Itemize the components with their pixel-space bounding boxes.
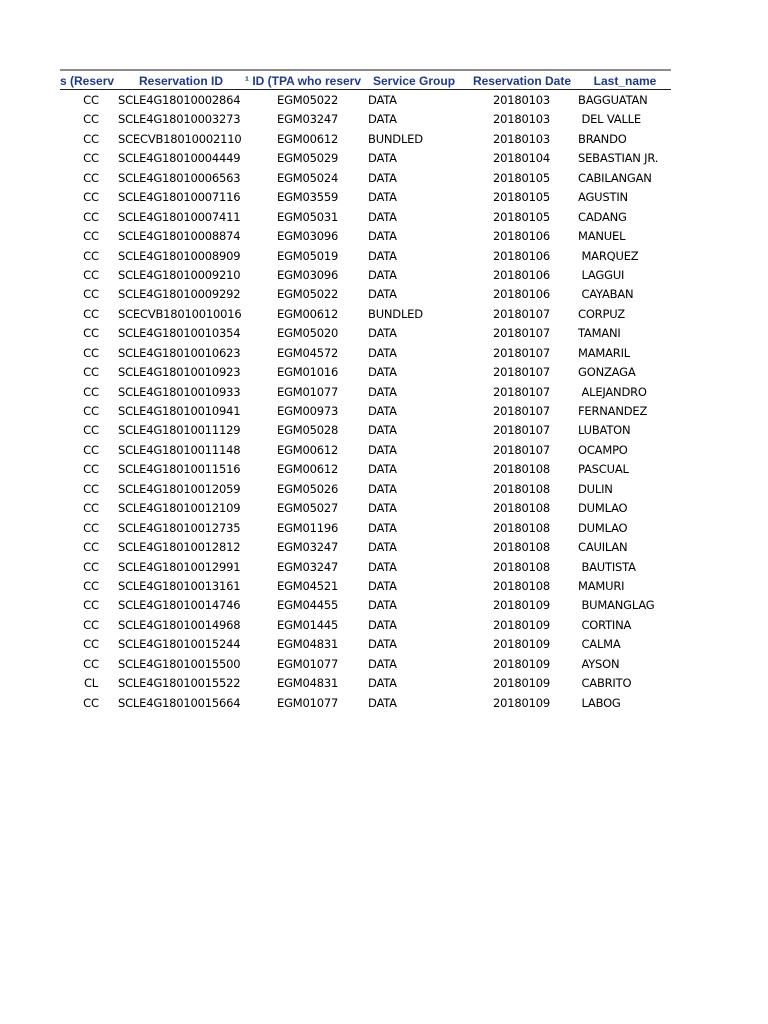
status-cell[interactable]: CC — [83, 131, 99, 146]
service-group-cell[interactable]: DATA — [368, 540, 397, 555]
last-name-cell[interactable]: DULIN — [578, 481, 613, 496]
reservation-id-cell[interactable]: SCLE4G18010015244 — [118, 637, 241, 652]
service-group-cell[interactable]: DATA — [368, 695, 397, 710]
service-group-cell[interactable]: DATA — [368, 112, 397, 127]
reservation-date-cell[interactable]: 20180104 — [493, 151, 550, 166]
column-header-reservation-id[interactable]: Reservation ID — [138, 74, 224, 88]
service-group-cell[interactable]: DATA — [368, 404, 397, 418]
service-group-cell[interactable]: DATA — [368, 637, 397, 652]
status-cell[interactable]: CC — [83, 170, 99, 185]
reservation-id-cell[interactable]: SCLE4G18010011148 — [118, 442, 241, 457]
tpa-id-cell[interactable]: EGM00612 — [277, 442, 339, 457]
header-bottom-border — [60, 89, 671, 90]
reservation-id-cell[interactable]: SCLE4G18010015522 — [118, 676, 241, 691]
tpa-id-cell[interactable]: EGM03096 — [277, 267, 339, 282]
last-name-cell[interactable]: CABILANGAN — [578, 170, 652, 185]
status-cell[interactable]: CC — [83, 423, 99, 438]
reservation-id-cell[interactable]: SCLE4G18010008874 — [118, 229, 241, 244]
reservation-date-cell[interactable]: 20180109 — [493, 617, 550, 632]
tpa-id-cell[interactable]: EGM01445 — [277, 617, 339, 632]
reservation-date-cell[interactable]: 20180107 — [493, 326, 550, 341]
reservation-id-cell[interactable]: SCLE4G18010010923 — [118, 365, 241, 380]
reservation-id-cell[interactable]: SCLE4G18010012735 — [118, 520, 241, 535]
tpa-id-cell[interactable]: EGM04572 — [277, 345, 339, 360]
service-group-cell[interactable]: DATA — [368, 481, 397, 496]
last-name-cell[interactable]: GONZAGA — [578, 365, 636, 380]
reservation-id-cell[interactable]: SCLE4G18010008909 — [118, 248, 241, 263]
status-cell[interactable]: CC — [83, 637, 99, 652]
tpa-id-cell[interactable]: EGM05029 — [277, 151, 339, 166]
table-row[interactable] — [0, 324, 768, 343]
reservation-id-cell[interactable]: SCLE4G18010009210 — [118, 267, 241, 282]
tpa-id-cell[interactable]: EGM05024 — [277, 170, 339, 185]
tpa-id-cell[interactable]: EGM00612 — [277, 306, 339, 321]
table-row[interactable] — [0, 694, 768, 713]
reservation-id-cell[interactable]: SCECVB18010010016 — [118, 306, 242, 321]
reservation-date-cell[interactable]: 20180109 — [493, 598, 550, 613]
reservation-id-cell[interactable]: SCLE4G18010011516 — [118, 462, 241, 477]
status-cell[interactable]: CC — [83, 481, 99, 496]
reservation-date-cell[interactable]: 20180109 — [493, 695, 550, 710]
reservation-date-cell[interactable]: 20180103 — [493, 93, 550, 107]
status-cell[interactable]: CC — [83, 306, 99, 321]
reservation-id-cell[interactable]: SCECVB18010002110 — [118, 131, 242, 146]
last-name-cell[interactable]: CADANG — [578, 209, 627, 224]
reservation-id-cell[interactable]: SCLE4G18010009292 — [118, 287, 241, 302]
status-cell[interactable]: CC — [83, 248, 99, 263]
last-name-cell[interactable]: AYSON — [578, 656, 620, 671]
status-cell[interactable]: CC — [83, 462, 99, 477]
table-row[interactable] — [0, 558, 768, 577]
reservation-id-cell[interactable]: SCLE4G18010010354 — [118, 326, 241, 341]
table-row[interactable] — [0, 188, 768, 207]
status-cell[interactable]: CC — [83, 598, 99, 613]
reservation-date-cell[interactable]: 20180107 — [493, 384, 550, 399]
tpa-id-cell[interactable]: EGM04521 — [277, 578, 339, 593]
tpa-id-cell[interactable]: EGM00612 — [277, 462, 339, 477]
last-name-cell[interactable]: CORPUZ — [578, 306, 625, 321]
last-name-cell[interactable]: BUMANGLAG — [578, 598, 655, 613]
last-name-cell[interactable]: CAUILAN — [578, 540, 628, 555]
table-row[interactable] — [0, 499, 768, 518]
reservation-id-cell[interactable]: SCLE4G18010006563 — [118, 170, 241, 185]
table-row[interactable] — [0, 383, 768, 402]
reservation-id-cell[interactable]: SCLE4G18010003273 — [118, 112, 241, 127]
reservation-date-cell[interactable]: 20180105 — [493, 190, 550, 205]
reservation-id-cell[interactable]: SCLE4G18010015664 — [118, 695, 241, 710]
status-cell[interactable]: CC — [83, 345, 99, 360]
table-row[interactable] — [0, 91, 768, 110]
status-cell[interactable]: CC — [83, 559, 99, 574]
last-name-cell[interactable]: CAYABAN — [578, 287, 634, 302]
tpa-id-cell[interactable]: EGM05027 — [277, 501, 339, 516]
reservation-id-cell[interactable]: SCLE4G18010002864 — [118, 93, 241, 107]
tpa-id-cell[interactable]: EGM05020 — [277, 326, 339, 341]
reservation-date-cell[interactable]: 20180106 — [493, 267, 550, 282]
table-row[interactable] — [0, 402, 768, 421]
reservation-id-cell[interactable]: SCLE4G18010014746 — [118, 598, 241, 613]
last-name-cell[interactable]: DUMLAO — [578, 501, 628, 516]
status-cell[interactable]: CC — [83, 326, 99, 341]
status-cell[interactable]: CC — [83, 112, 99, 127]
table-row[interactable] — [0, 285, 768, 304]
table-row[interactable] — [0, 149, 768, 168]
reservation-date-cell[interactable]: 20180108 — [493, 540, 550, 555]
table-row[interactable] — [0, 460, 768, 479]
tpa-id-cell[interactable]: EGM05022 — [277, 287, 339, 302]
status-cell[interactable]: CC — [83, 190, 99, 205]
status-cell[interactable]: CC — [83, 617, 99, 632]
header-top-border — [60, 69, 671, 71]
service-group-cell[interactable]: DATA — [368, 151, 397, 166]
last-name-cell[interactable]: CORTINA — [578, 617, 632, 632]
tpa-id-cell[interactable]: EGM05022 — [277, 93, 339, 107]
reservation-id-cell[interactable]: SCLE4G18010010941 — [118, 404, 241, 418]
service-group-cell[interactable]: DATA — [368, 442, 397, 457]
reservation-date-cell[interactable]: 20180103 — [493, 131, 550, 146]
tpa-id-cell[interactable]: EGM00973 — [277, 404, 339, 418]
reservation-date-cell[interactable]: 20180106 — [493, 248, 550, 263]
reservation-id-cell[interactable]: SCLE4G18010010933 — [118, 384, 241, 399]
status-cell[interactable]: CC — [83, 209, 99, 224]
service-group-cell[interactable]: BUNDLED — [368, 306, 423, 321]
service-group-cell[interactable]: DATA — [368, 520, 397, 535]
status-cell[interactable]: CC — [83, 287, 99, 302]
table-row[interactable] — [0, 344, 768, 363]
last-name-cell[interactable]: TAMANI — [578, 326, 621, 341]
reservation-date-cell[interactable]: 20180108 — [493, 559, 550, 574]
reservation-id-cell[interactable]: SCLE4G18010011129 — [118, 423, 241, 438]
reservation-date-cell[interactable]: 20180108 — [493, 520, 550, 535]
table-row[interactable] — [0, 247, 768, 266]
table-row[interactable] — [0, 674, 768, 693]
reservation-date-cell[interactable]: 20180108 — [493, 481, 550, 496]
status-cell[interactable]: CC — [83, 93, 99, 107]
reservation-id-cell[interactable]: SCLE4G18010007411 — [118, 209, 241, 224]
column-header-last-name[interactable]: Last_name — [593, 74, 657, 88]
tpa-id-cell[interactable]: EGM01077 — [277, 656, 339, 671]
service-group-cell[interactable]: DATA — [368, 248, 397, 263]
table-row[interactable] — [0, 441, 768, 460]
service-group-cell[interactable]: DATA — [368, 501, 397, 516]
reservation-id-cell[interactable]: SCLE4G18010015500 — [118, 656, 241, 671]
last-name-cell[interactable]: DEL VALLE — [578, 112, 641, 127]
tpa-id-cell[interactable]: EGM04455 — [277, 598, 339, 613]
reservation-id-cell[interactable]: SCLE4G18010012812 — [118, 540, 241, 555]
tpa-id-cell[interactable]: EGM01077 — [277, 384, 339, 399]
table-row[interactable] — [0, 169, 768, 188]
reservation-id-cell[interactable]: SCLE4G18010004449 — [118, 151, 241, 166]
last-name-cell[interactable]: AGUSTIN — [578, 190, 628, 205]
tpa-id-cell[interactable]: EGM03096 — [277, 229, 339, 244]
last-name-cell[interactable]: BAGGUATAN — [578, 93, 648, 107]
service-group-cell[interactable]: DATA — [368, 209, 397, 224]
reservation-id-cell[interactable]: SCLE4G18010014968 — [118, 617, 241, 632]
last-name-cell[interactable]: LUBATON — [578, 423, 631, 438]
last-name-cell[interactable]: MAMURI — [578, 578, 625, 593]
tpa-id-cell[interactable]: EGM03559 — [277, 190, 339, 205]
reservation-date-cell[interactable]: 20180107 — [493, 423, 550, 438]
service-group-cell[interactable]: DATA — [368, 578, 397, 593]
service-group-cell[interactable]: DATA — [368, 617, 397, 632]
reservation-date-cell[interactable]: 20180108 — [493, 462, 550, 477]
table-row[interactable] — [0, 616, 768, 635]
tpa-id-cell[interactable]: EGM05026 — [277, 481, 339, 496]
service-group-cell[interactable]: DATA — [368, 190, 397, 205]
table-row[interactable] — [0, 266, 768, 285]
status-cell[interactable]: CC — [83, 267, 99, 282]
service-group-cell[interactable]: DATA — [368, 170, 397, 185]
tpa-id-cell[interactable]: EGM04831 — [277, 637, 339, 652]
tpa-id-cell[interactable]: EGM05028 — [277, 423, 339, 438]
column-header-tpa-id[interactable]: ¹ ID (TPA who reserv — [245, 74, 362, 88]
service-group-cell[interactable]: DATA — [368, 326, 397, 341]
last-name-cell[interactable]: ALEJANDRO — [578, 384, 647, 399]
tpa-id-cell[interactable]: EGM00612 — [277, 131, 339, 146]
service-group-cell[interactable]: DATA — [368, 365, 397, 380]
last-name-cell[interactable]: MANUEL — [578, 229, 626, 244]
last-name-cell[interactable]: MARQUEZ — [578, 248, 639, 263]
reservation-id-cell[interactable]: SCLE4G18010012991 — [118, 559, 241, 574]
status-cell[interactable]: CC — [83, 384, 99, 399]
reservation-id-cell[interactable]: SCLE4G18010013161 — [118, 578, 241, 593]
service-group-cell[interactable]: DATA — [368, 676, 397, 691]
tpa-id-cell[interactable]: EGM05031 — [277, 209, 339, 224]
last-name-cell[interactable]: BRANDO — [578, 131, 627, 146]
status-cell[interactable]: CC — [83, 151, 99, 166]
service-group-cell[interactable]: DATA — [368, 229, 397, 244]
tpa-id-cell[interactable]: EGM03247 — [277, 559, 339, 574]
reservation-date-cell[interactable]: 20180108 — [493, 578, 550, 593]
table-row[interactable] — [0, 305, 768, 324]
table-row[interactable] — [0, 421, 768, 440]
reservation-date-cell[interactable]: 20180109 — [493, 637, 550, 652]
service-group-cell[interactable]: DATA — [368, 559, 397, 574]
tpa-id-cell[interactable]: EGM04831 — [277, 676, 339, 691]
table-row[interactable] — [0, 635, 768, 654]
last-name-cell[interactable]: MAMARIL — [578, 345, 630, 360]
reservation-date-cell[interactable]: 20180109 — [493, 676, 550, 691]
service-group-cell[interactable]: BUNDLED — [368, 131, 423, 146]
status-cell[interactable]: CC — [83, 404, 99, 418]
reservation-date-cell[interactable]: 20180106 — [493, 287, 550, 302]
last-name-cell[interactable]: CALMA — [578, 637, 621, 652]
tpa-id-cell[interactable]: EGM01016 — [277, 365, 339, 380]
reservation-id-cell[interactable]: SCLE4G18010007116 — [118, 190, 241, 205]
table-row[interactable] — [0, 577, 768, 596]
status-cell[interactable]: CC — [83, 442, 99, 457]
last-name-cell[interactable]: FERNANDEZ — [578, 404, 648, 418]
service-group-cell[interactable]: DATA — [368, 598, 397, 613]
reservation-date-cell[interactable]: 20180109 — [493, 656, 550, 671]
table-row[interactable] — [0, 538, 768, 557]
reservation-date-cell[interactable]: 20180103 — [493, 112, 550, 127]
reservation-date-cell[interactable]: 20180105 — [493, 170, 550, 185]
reservation-date-cell[interactable]: 20180108 — [493, 501, 550, 516]
status-cell[interactable]: CC — [83, 501, 99, 516]
reservation-date-cell[interactable]: 20180107 — [493, 345, 550, 360]
table-row[interactable] — [0, 208, 768, 227]
tpa-id-cell[interactable]: EGM03247 — [277, 112, 339, 127]
last-name-cell[interactable]: LAGGUI — [578, 267, 625, 282]
reservation-id-cell[interactable]: SCLE4G18010012109 — [118, 501, 241, 516]
reservation-date-cell[interactable]: 20180107 — [493, 365, 550, 380]
status-cell[interactable]: CL — [83, 676, 99, 691]
last-name-cell[interactable]: SEBASTIAN JR. — [578, 151, 659, 166]
status-cell[interactable]: CC — [83, 365, 99, 380]
service-group-cell[interactable]: DATA — [368, 384, 397, 399]
reservation-id-cell[interactable]: SCLE4G18010012059 — [118, 481, 241, 496]
reservation-date-cell[interactable]: 20180107 — [493, 442, 550, 457]
status-cell[interactable]: CC — [83, 229, 99, 244]
last-name-cell[interactable]: OCAMPO — [578, 442, 628, 457]
tpa-id-cell[interactable]: EGM03247 — [277, 540, 339, 555]
last-name-cell[interactable]: BAUTISTA — [578, 559, 636, 574]
reservation-date-cell[interactable]: 20180107 — [493, 306, 550, 321]
table-row[interactable] — [0, 480, 768, 499]
reservation-id-cell[interactable]: SCLE4G18010010623 — [118, 345, 241, 360]
service-group-cell[interactable]: DATA — [368, 267, 397, 282]
service-group-cell[interactable]: DATA — [368, 345, 397, 360]
reservation-date-cell[interactable]: 20180105 — [493, 209, 550, 224]
table-row[interactable] — [0, 596, 768, 615]
status-cell[interactable]: CC — [83, 695, 99, 710]
tpa-id-cell[interactable]: EGM01196 — [277, 520, 339, 535]
last-name-cell[interactable]: DUMLAO — [578, 520, 628, 535]
service-group-cell[interactable]: DATA — [368, 423, 397, 438]
last-name-cell[interactable]: CABRITO — [578, 676, 632, 691]
service-group-cell[interactable]: DATA — [368, 656, 397, 671]
status-cell[interactable]: CC — [83, 656, 99, 671]
status-cell[interactable]: CC — [83, 540, 99, 555]
last-name-cell[interactable]: PASCUAL — [578, 462, 629, 477]
service-group-cell[interactable]: DATA — [368, 462, 397, 477]
reservation-date-cell[interactable]: 20180106 — [493, 229, 550, 244]
table-body — [0, 91, 768, 713]
table-row[interactable] — [0, 655, 768, 674]
column-header-status[interactable]: s (Reserv — [60, 74, 115, 88]
column-header-reservation-date[interactable]: Reservation Date — [472, 74, 572, 88]
tpa-id-cell[interactable]: EGM01077 — [277, 695, 339, 710]
table-row[interactable] — [0, 519, 768, 538]
column-header-service-group[interactable]: Service Group — [373, 74, 456, 88]
table-row[interactable] — [0, 110, 768, 129]
reservation-date-cell[interactable]: 20180107 — [493, 404, 550, 418]
service-group-cell[interactable]: DATA — [368, 93, 397, 107]
tpa-id-cell[interactable]: EGM05019 — [277, 248, 339, 263]
last-name-cell[interactable]: LABOG — [578, 695, 621, 710]
table-row[interactable] — [0, 227, 768, 246]
table-row[interactable] — [0, 130, 768, 149]
status-cell[interactable]: CC — [83, 520, 99, 535]
table-row[interactable] — [0, 363, 768, 382]
status-cell[interactable]: CC — [83, 578, 99, 593]
service-group-cell[interactable]: DATA — [368, 287, 397, 302]
